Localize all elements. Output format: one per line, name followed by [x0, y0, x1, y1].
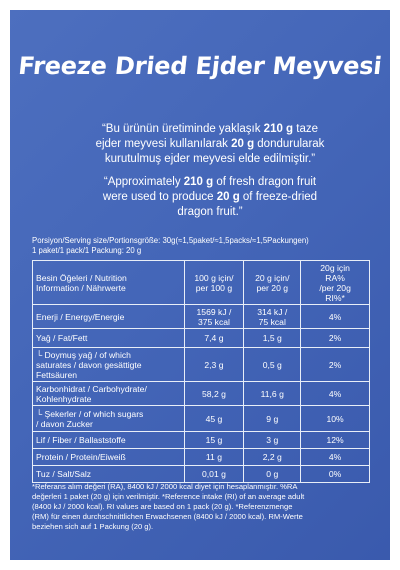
per-100g-cell: 7,4 g	[184, 329, 244, 348]
per-100g-cell: 58,2 g	[184, 382, 244, 406]
per-100g-cell: 0,01 g	[184, 466, 244, 483]
quote-english	[70, 175, 350, 220]
nutrition-row	[33, 305, 370, 329]
quote-en-line-1: “Approximately 210 g of fresh dragon fruit	[103, 176, 317, 188]
nutrition-row	[33, 348, 370, 382]
per-20g-cell: 1,5 g	[244, 329, 301, 348]
header-per-20g: 20 g için/ per 20 g	[244, 261, 301, 305]
nutrient-name-cell: Lif / Fiber / Ballaststoffe	[33, 432, 185, 449]
reference-intake-cell: 2%	[301, 348, 370, 382]
pack-size-line: 1 paket/1 pack/1 Packung: 20 g	[32, 246, 142, 255]
nutrition-row	[33, 466, 370, 483]
per-20g-cell: 2,2 g	[244, 449, 301, 466]
per-20g-cell: 3 g	[244, 432, 301, 449]
per-20g-cell: 314 kJ / 75 kcal	[244, 305, 301, 329]
per-100g-cell: 2,3 g	[184, 348, 244, 382]
reference-intake-cell: 4%	[301, 305, 370, 329]
header-reference-intake: 20g için RA% /per 20g RI%*	[301, 261, 370, 305]
product-title: Freeze Dried Ejder Meyvesi	[17, 52, 383, 80]
per-20g-cell: 0 g	[244, 466, 301, 483]
nutrient-name-cell: Yağ / Fat/Fett	[33, 329, 185, 348]
nutrient-name-cell: Karbonhidrat / Carbohydrate/ Kohlenhydrate	[33, 382, 185, 406]
quote-tr-line-3: kurutulmuş ejder meyvesi elde edilmiştir.”	[104, 153, 316, 165]
nutrition-row	[33, 406, 370, 432]
serving-size-line: Porsiyon/Serving size/Portionsgröße: 30g(≈1,5paket/≈1,5packs/≈1,5Packungen)	[32, 236, 309, 245]
nutrient-name-cell: Protein / Protein/Eiweiß	[33, 449, 185, 466]
reference-intake-cell: 0%	[301, 466, 370, 483]
nutrient-name-cell: └ Doymuş yağ / of which saturates / davon gesättigte Fettsäuren	[33, 348, 185, 382]
nutrition-row	[33, 382, 370, 406]
nutrition-row	[33, 329, 370, 348]
header-per-100g: 100 g için/ per 100 g	[184, 261, 244, 305]
quote-en-line-3: dragon fruit.”	[177, 206, 243, 218]
nutrient-name-cell: Enerji / Energy/Energie	[33, 305, 185, 329]
nutrient-name-cell: Tuz / Salt/Salz	[33, 466, 185, 483]
reference-intake-cell: 4%	[301, 449, 370, 466]
nutrition-row	[33, 432, 370, 449]
reference-intake-cell: 2%	[301, 329, 370, 348]
label-panel	[10, 10, 390, 560]
serving-size-info	[32, 236, 382, 256]
quote-tr-line-1: “Bu ürünün üretiminde yaklaşık 210 g taze	[101, 123, 319, 135]
quote-turkish	[70, 122, 350, 167]
per-100g-cell: 11 g	[184, 449, 244, 466]
per-100g-cell: 15 g	[184, 432, 244, 449]
per-20g-cell: 0,5 g	[244, 348, 301, 382]
reference-intake-cell: 10%	[301, 406, 370, 432]
reference-intake-footnote: *Referans alım değeri (RA), 8400 kJ / 2000 kcal diyet için hesaplanmıştır. %RA değerleri 1 paket (20 g) için verilmiştir. *Reference intake (RI) of an average adult (8400 kJ / 2000 kcal). RI values are based on 1 pack (20 g). *Referenzmenge (RM) für einen durchschnittlichen Erwachsenen (8400 kJ / 2000 kcal). RM-Werte beziehen sich auf 1 Packung (20 g).	[32, 482, 305, 531]
nutrition-header-row	[33, 261, 370, 305]
quote-tr-line-2: ejder meyvesi kullanılarak 20 g dondurularak	[95, 138, 325, 150]
reference-intake-cell: 4%	[301, 382, 370, 406]
reference-intake-cell: 12%	[301, 432, 370, 449]
per-100g-cell: 1569 kJ / 375 kcal	[184, 305, 244, 329]
header-nutrient: Besin Öğeleri / Nutrition Information / Nährwerte	[33, 261, 185, 305]
nutrient-name-cell: └ Şekerler / of which sugars / davon Zucker	[33, 406, 185, 432]
per-20g-cell: 9 g	[244, 406, 301, 432]
per-20g-cell: 11,6 g	[244, 382, 301, 406]
nutrition-row	[33, 449, 370, 466]
quote-en-line-2: were used to produce 20 g of freeze-dried	[102, 191, 318, 203]
nutrition-table	[32, 260, 370, 483]
per-100g-cell: 45 g	[184, 406, 244, 432]
